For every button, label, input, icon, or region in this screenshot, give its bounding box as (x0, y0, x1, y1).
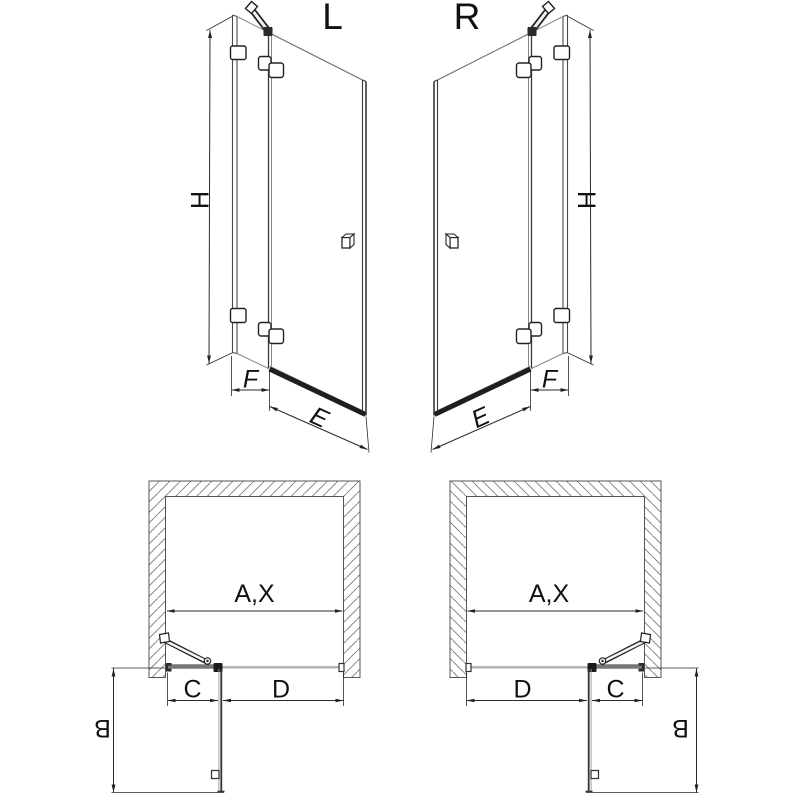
left-variant-3d-view (207, 2, 370, 453)
height-dimension-label-left: H (186, 190, 215, 210)
d-section-label-left: D (271, 675, 291, 704)
fixed-width-label-right: F (541, 365, 558, 394)
fixed-width-label-left: F (242, 365, 259, 394)
right-variant-3d-view (431, 2, 594, 453)
b-projection-label-right: B (672, 714, 689, 742)
right-variant-label: R (453, 0, 481, 37)
right-variant-plan-view (450, 481, 699, 793)
left-variant-plan-view (112, 481, 361, 793)
d-section-label-right: D (513, 675, 532, 704)
left-variant-label: L (322, 0, 343, 37)
door-width-label-right: E (467, 401, 495, 434)
opening-width-label-left: A,X (234, 580, 275, 608)
c-section-label-right: C (606, 675, 625, 704)
b-projection-label-left: B (94, 714, 111, 742)
opening-width-label-right: A,X (528, 580, 570, 608)
c-section-label-left: C (183, 675, 202, 704)
height-dimension-label-right: H (573, 190, 602, 210)
door-width-label-left: E (305, 401, 333, 434)
